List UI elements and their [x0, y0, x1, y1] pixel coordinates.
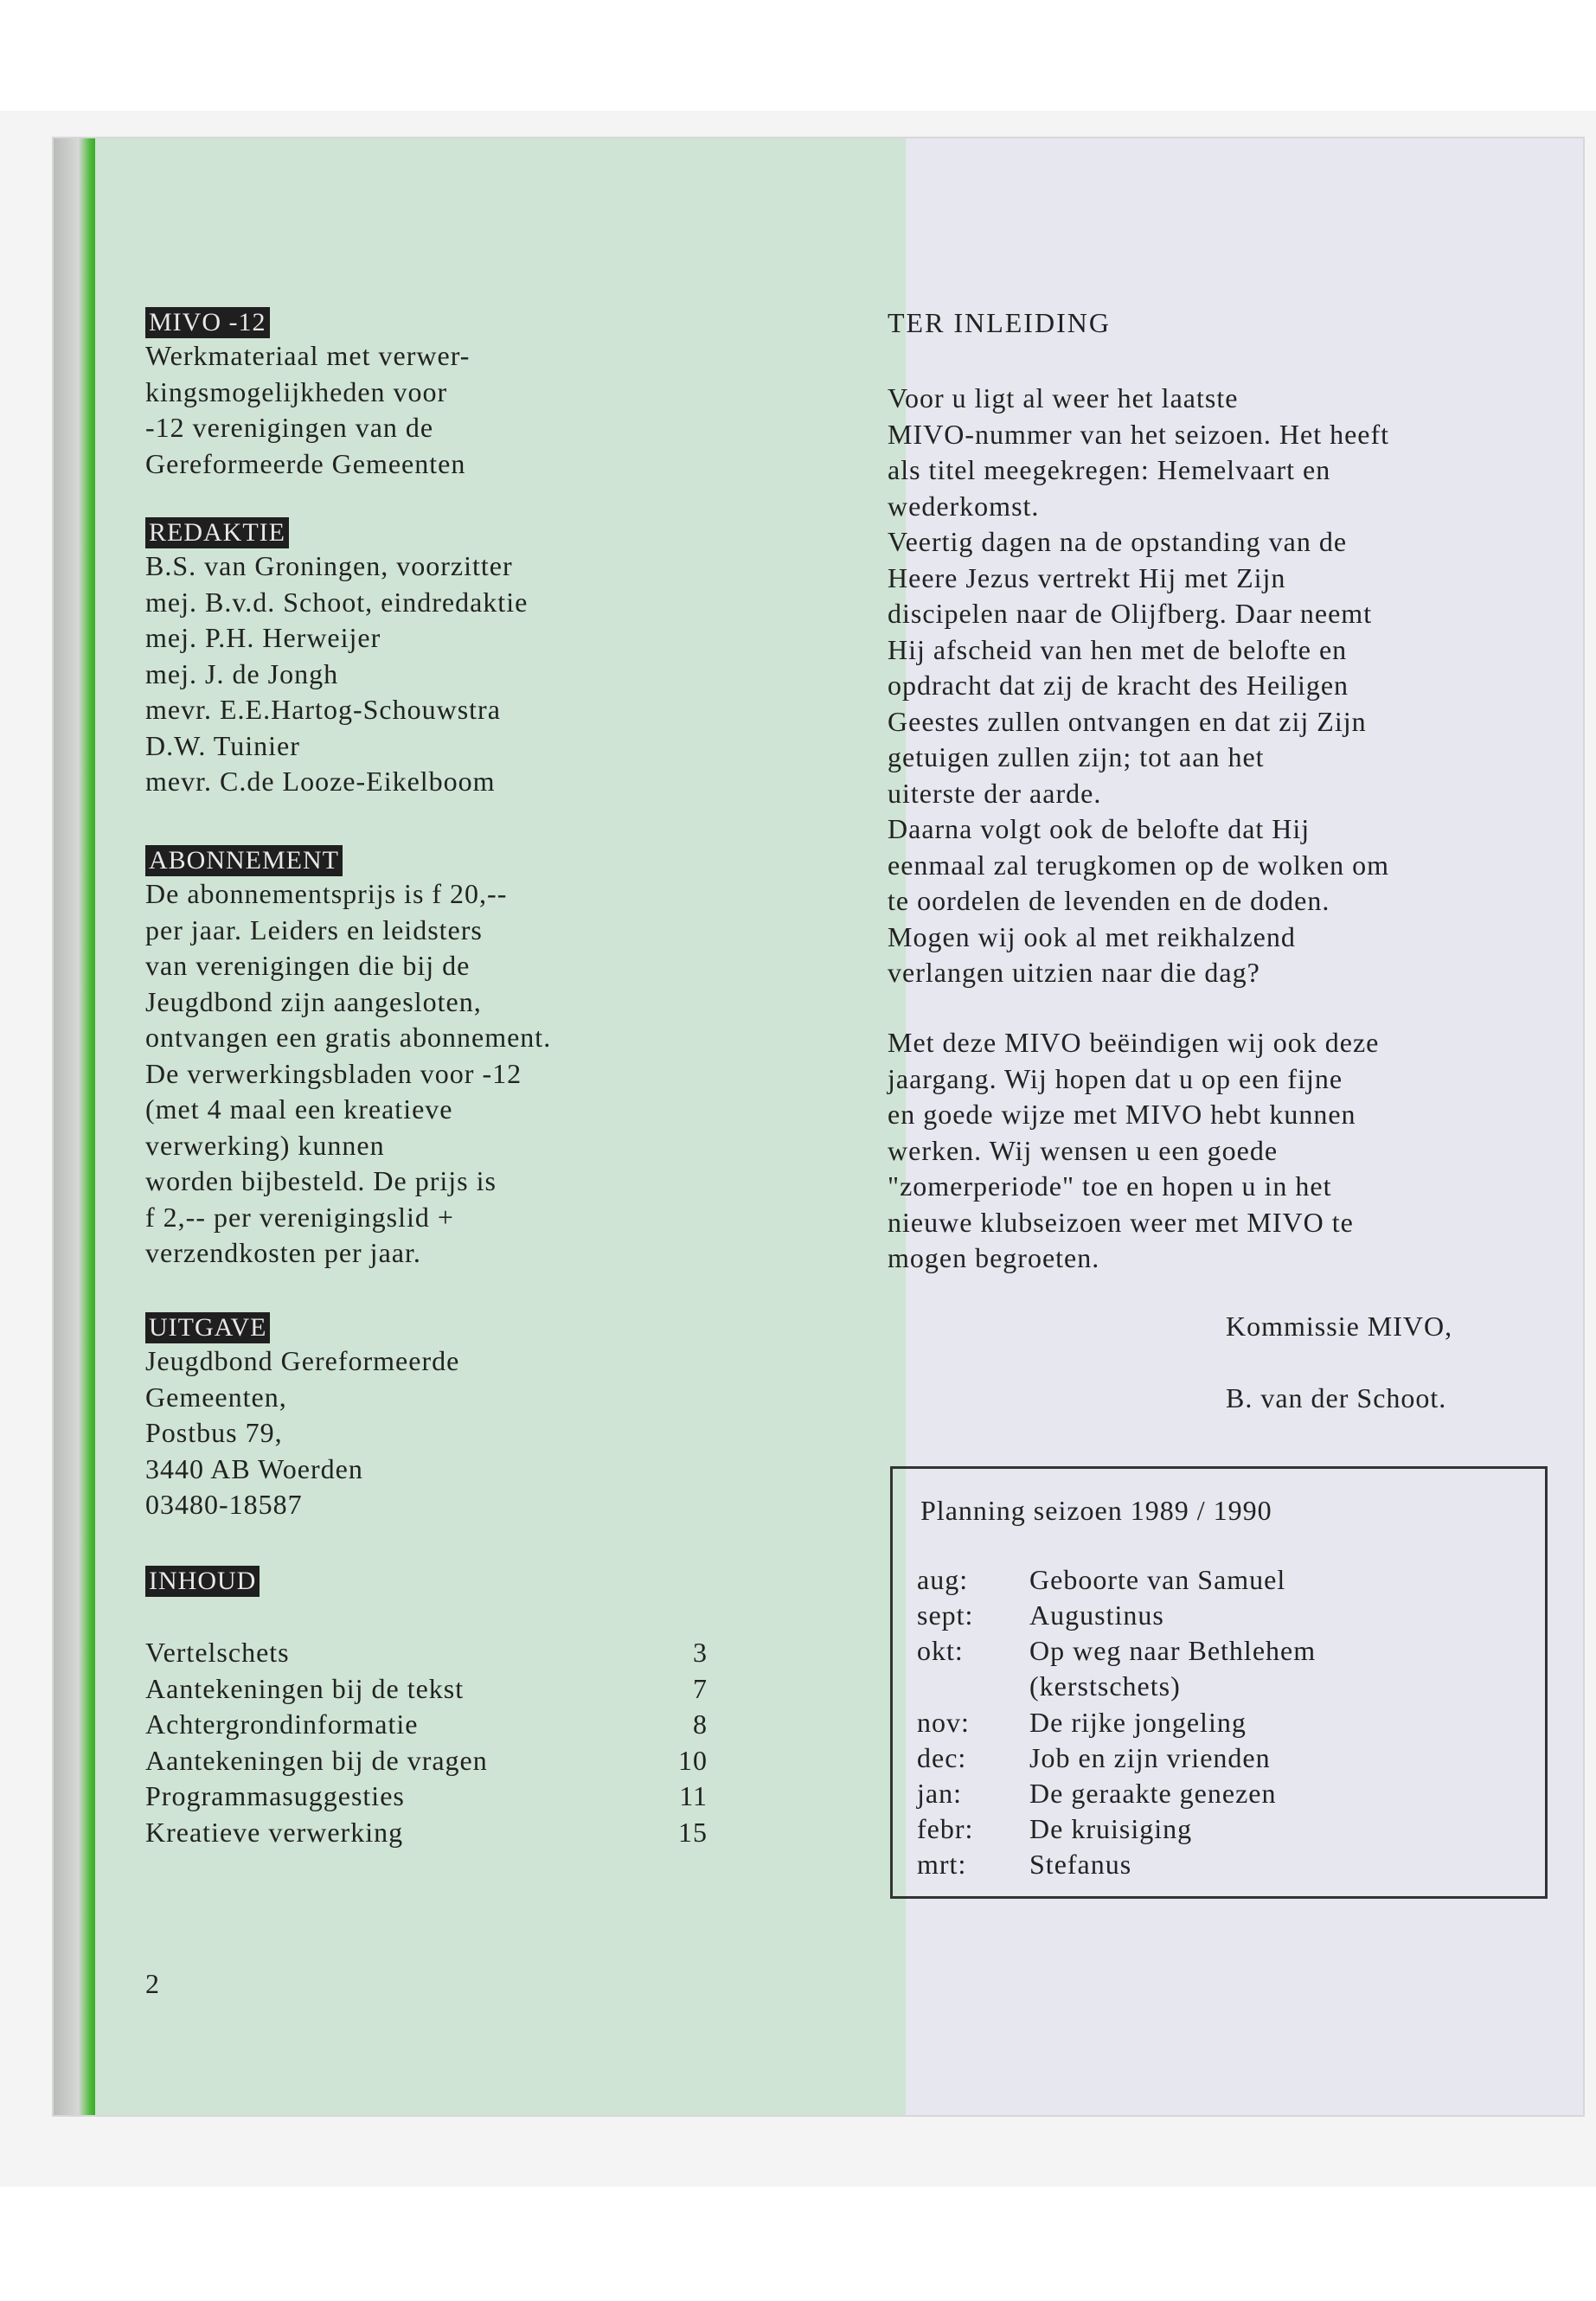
signature-name: B. van der Schoot. — [1226, 1382, 1447, 1413]
toc-row[interactable]: Kreatieve verwerking 15 — [145, 1816, 708, 1848]
toc-row[interactable]: Programmasuggesties 11 — [145, 1780, 708, 1811]
intro-paragraph-1: Voor u ligt al weer het laatste MIVO-nummer van het seizoen. Het heeft als titel meegekregen: Hemelvaart en wederkomst. Veertig dagen na de opstanding van de Heere Jezus vertrekt Hij met Zijn discipelen naar de Olijfberg. Daar neemt Hij afscheid van hen met de belofte en opdracht dat zij de kracht des Heiligen Geestes zullen ontvangen en dat zij Zijn getuigen zullen zijn; tot aan het uiterste der aarde. Daarna volgt ook de belofte dat Hij eenmaal zal terugkomen op de wolken om te oordelen de levenden en de doden. Mogen wij ook al met reikhalzend verlangen uitzien naar die dag? — [888, 382, 1390, 988]
planning-row: okt: Op weg naar Bethlehem — [917, 1635, 1317, 1666]
planning-title: Planning seizoen 1989 / 1990 — [920, 1495, 1272, 1526]
planning-row: mrt: Stefanus — [917, 1849, 1132, 1880]
table-of-contents — [145, 1635, 708, 1850]
abonnement-section — [145, 845, 751, 1272]
planning-row: (kerstschets) — [1029, 1670, 1181, 1702]
binding-spine — [54, 138, 95, 2115]
toc-row[interactable]: Achtergrondinformatie 8 — [145, 1708, 708, 1740]
abonnement-tag: ABONNEMENT — [145, 845, 343, 876]
intro-paragraph-2: Met deze MIVO beëindigen wij ook deze jaargang. Wij hopen dat u op een fijne en goede wijze met MIVO hebt kunnen werken. Wij wensen u een goede "zomerperiode" toe en hopen u in het nieuwe klubseizoen weer met MIVO te mogen begroeten. — [888, 1027, 1380, 1273]
planning-row: nov: De rijke jongeling — [917, 1707, 1247, 1738]
planning-row: febr: De kruisiging — [917, 1813, 1193, 1844]
redaktie-section — [145, 517, 699, 800]
redaktie-list: B.S. van Groningen, voorzitter mej. B.v.d. Schoot, eindredaktie mej. P.H. Herweijer mej. J. de Jongh mevr. E.E.Hartog-Schouwstra D.W. Tuinier mevr. C.de Looze-Eikelboom — [145, 550, 529, 797]
toc-row[interactable]: Aantekeningen bij de tekst 7 — [145, 1672, 708, 1704]
inhoud-tag: INHOUD — [145, 1566, 260, 1597]
planning-box — [890, 1466, 1548, 1899]
uitgave-tag: UITGAVE — [145, 1312, 270, 1343]
signature-committee: Kommissie MIVO, — [1226, 1311, 1453, 1342]
planning-row: aug: Geboorte van Samuel — [917, 1564, 1286, 1595]
abonnement-text: De abonnementsprijs is f 20,-- per jaar. Leiders en leidsters van verenigingen die bij de Jeugdbond zijn aangesloten, ontvangen een gratis abonnement. De verwerkingsbladen voor -12 (met 4 maal een kreatieve verwerking) kunnen worden bijbesteld. De prijs is f 2,-- per verenigingslid + verzendkosten per jaar. — [145, 878, 552, 1268]
intro-heading: TER INLEIDING — [888, 307, 1111, 338]
planning-row: sept: Augustinus — [917, 1599, 1164, 1631]
toc-row[interactable]: Aantekeningen bij de vragen 10 — [145, 1744, 708, 1776]
planning-row: dec: Job en zijn vrienden — [917, 1742, 1271, 1773]
redaktie-tag: REDAKTIE — [145, 517, 289, 548]
uitgave-address: Jeugdbond Gereformeerde Gemeenten, Postbus 79, 3440 AB Woerden 03480-18587 — [145, 1345, 460, 1520]
page-number: 2 — [145, 1968, 159, 1999]
toc-row[interactable]: Vertelschets 3 — [145, 1637, 708, 1668]
inhoud-section — [145, 1566, 699, 1597]
mivo-description: Werkmateriaal met verwer- kingsmogelijkheden voor -12 verenigingen van de Gereformeerde Gemeenten — [145, 340, 471, 479]
mivo-tag: MIVO -12 — [145, 307, 270, 338]
mivo-section — [145, 307, 699, 482]
uitgave-section — [145, 1312, 699, 1523]
planning-row: jan: De geraakte genezen — [917, 1778, 1277, 1809]
